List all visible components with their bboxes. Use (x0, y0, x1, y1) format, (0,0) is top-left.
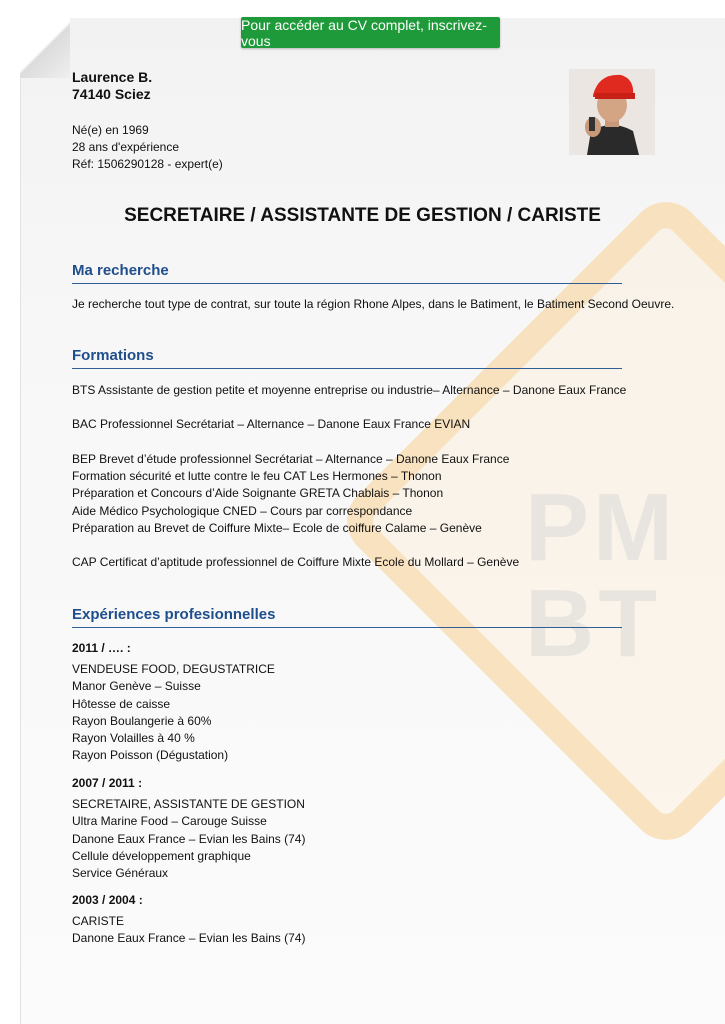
cv-title: SECRETAIRE / ASSISTANTE DE GESTION / CARISTE (124, 205, 601, 226)
experience-line: Hôtesse de caisse (72, 696, 171, 711)
birth-year: Né(e) en 1969 (72, 123, 149, 137)
formation-item: BTS Assistante de gestion petite et moyenne entreprise ou industrie– Alternance – Danone Eaux France (72, 383, 627, 397)
years-experience: 28 ans d'expérience (72, 140, 180, 154)
experience-block (72, 775, 305, 882)
formation-item: BEP Brevet d’étude professionnel Secrétariat – Alternance – Danone Eaux France (72, 452, 510, 466)
formation-item: BAC Professionnel Secrétariat – Alternance – Danone Eaux France EVIAN (72, 417, 471, 431)
candidate-info (72, 122, 223, 173)
section-heading-recherche: Ma recherche (72, 262, 622, 284)
experience-period: 2003 / 2004 : (72, 893, 143, 907)
page-fold (20, 18, 70, 78)
formation-item: Formation sécurité et lutte contre le feu CAT Les Hermones – Thonon (72, 469, 442, 484)
candidate-name: Laurence B. (72, 69, 153, 85)
experience-line: Danone Eaux France – Evian les Bains (74) (72, 931, 306, 946)
recherche-text: Je recherche tout type de contrat, sur toute la région Rhone Alpes, dans le Batiment, le Batiment Second Oeuvre. (72, 297, 675, 311)
candidate-header (72, 69, 152, 103)
experience-line: Rayon Volailles à 40 % (72, 731, 195, 746)
formation-list (72, 451, 509, 537)
experience-line: Danone Eaux France – Evian les Bains (74) (72, 831, 306, 846)
candidate-photo (569, 69, 655, 155)
experience-line: Rayon Boulangerie à 60% (72, 713, 212, 728)
formation-item: Préparation au Brevet de Coiffure Mixte– Ecole de coiffure Calame – Genève (72, 520, 482, 535)
experience-line: Rayon Poisson (Dégustation) (72, 748, 229, 763)
formation-item: Préparation et Concours d’Aide Soignante GRETA Chablais – Thonon (72, 486, 444, 501)
candidate-location: 74140 Sciez (72, 86, 151, 102)
reference: Réf: 1506290128 - expert(e) (72, 157, 223, 171)
experience-period: 2011 / …. : (72, 641, 131, 655)
watermark-text: PM BT (525, 474, 677, 677)
experience-line: Manor Genève – Suisse (72, 679, 201, 694)
experience-line: CARISTE (72, 914, 125, 929)
portrait-image (569, 69, 655, 155)
experience-line: Service Généraux (72, 866, 169, 881)
formation-item: Aide Médico Psychologique CNED – Cours par correspondance (72, 503, 413, 518)
experience-line: Cellule développement graphique (72, 848, 251, 863)
formation-item: CAP Certificat d’aptitude professionnel de Coiffure Mixte Ecole du Mollard – Genève (72, 555, 520, 569)
experience-line: Ultra Marine Food – Carouge Suisse (72, 814, 267, 829)
experience-period: 2007 / 2011 : (72, 776, 143, 790)
section-heading-experiences: Expériences profesionnelles (72, 606, 622, 628)
signup-cta-button[interactable]: Pour accéder au CV complet, inscrivez-vous (241, 17, 500, 48)
experience-line: SECRETAIRE, ASSISTANTE DE GESTION (72, 797, 305, 812)
section-heading-formations: Formations (72, 347, 622, 369)
experience-block (72, 892, 305, 948)
experience-block (72, 640, 275, 764)
experience-line: VENDEUSE FOOD, DEGUSTATRICE (72, 662, 275, 677)
